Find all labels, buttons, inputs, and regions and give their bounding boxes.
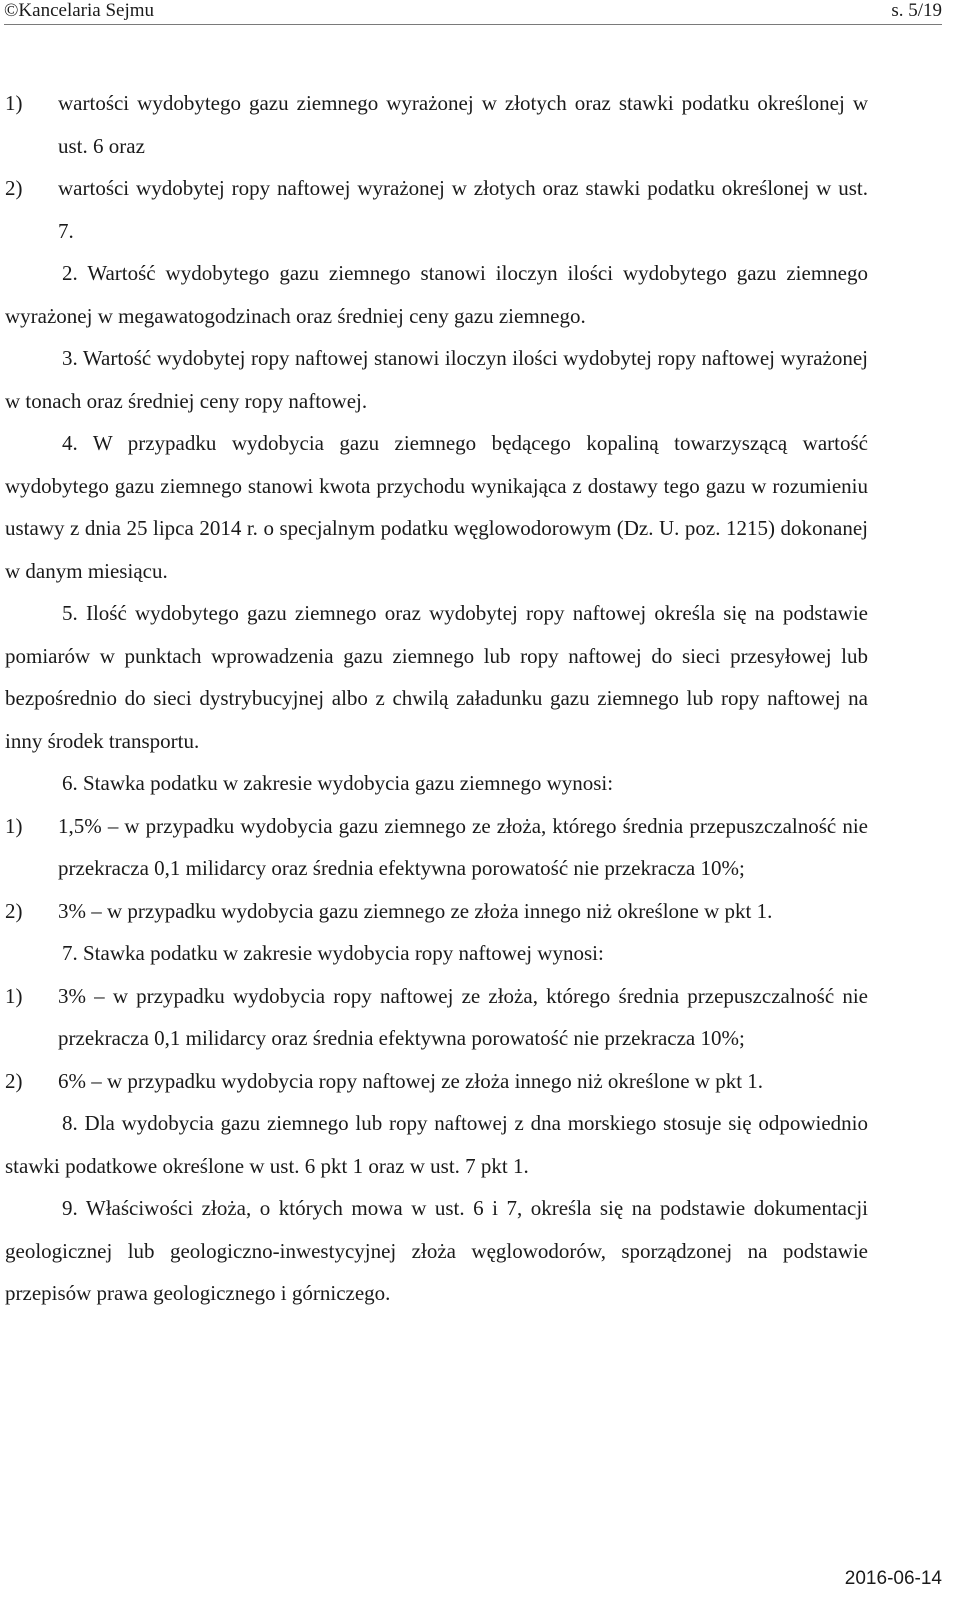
paragraph-ust-9: 9. Właściwości złoża, o których mowa w ust. 6 i 7, określa się na podstawie dokumentacji geologicznej lub geologiczno-inwestycyjnej złoża węglowodorów, sporządzonej na podstawie przepisów prawa geologicznego i górniczego. [5, 1196, 868, 1305]
paragraph-ust-3: 3. Wartość wydobytej ropy naftowej stanowi iloczyn ilości wydobytej ropy naftowej wyrażonej w tonach oraz średniej ceny ropy naftowej. [5, 346, 868, 413]
list-item-number: 1) [5, 983, 23, 1008]
list-item-number: 2) [5, 898, 23, 923]
list-item-number: 1) [5, 813, 23, 838]
list-item-text: 6% – w przypadku wydobycia ropy naftowej ze złoża innego niż określone w pkt 1. [58, 1068, 764, 1093]
document-body [5, 82, 868, 1315]
list-item-text: 1,5% – w przypadku wydobycia gazu ziemnego ze złoża, którego średnia przepuszczalność nie przekracza 0,1 milidarcy oraz średnia efektywna porowatość nie przekracza 10%; [58, 813, 868, 880]
page-number: s. 5/19 [891, 0, 942, 21]
list-item [5, 975, 868, 1060]
list-item-text: wartości wydobytego gazu ziemnego wyrażonej w złotych oraz stawki podatku określonej w ust. 6 oraz [58, 91, 868, 158]
paragraph-ust-4: 4. W przypadku wydobycia gazu ziemnego będącego kopaliną towarzyszącą wartość wydobytego gazu ziemnego stanowi kwota przychodu wynikająca z dostawy tego gazu w rozumieniu ustawy z dnia 25 lipca 2014 r. o specjalnym podatku węglowodorowym (Dz. U. poz. 1215) dokonanej w danym miesiącu. [5, 431, 868, 583]
list-item [5, 82, 868, 167]
list-item-number: 2) [5, 1068, 23, 1093]
list-item-number: 1) [5, 91, 23, 115]
page-header [0, 0, 960, 26]
copyright-label: ©Kancelaria Sejmu [4, 0, 155, 21]
list-item-number: 2) [5, 176, 23, 200]
list-item-text: wartości wydobytej ropy naftowej wyrażonej w złotych oraz stawki podatku określonej w ust. 7. [58, 176, 868, 243]
paragraph-ust-5: 5. Ilość wydobytego gazu ziemnego oraz wydobytej ropy naftowej określa się na podstawie pomiarów w punktach wprowadzenia gazu ziemnego lub ropy naftowej do sieci przesyłowej lub bezpośrednio do sieci dystrybucyjnej albo z chwilą załadunku gazu ziemnego lub ropy naftowej na inny środek transportu. [5, 601, 868, 753]
header-divider [4, 24, 942, 25]
list-item [5, 1060, 868, 1103]
list-item-text: 3% – w przypadku wydobycia gazu ziemnego ze złoża innego niż określone w pkt 1. [58, 898, 773, 923]
footer-date: 2016-06-14 [844, 1568, 942, 1589]
list-item-text: 3% – w przypadku wydobycia ropy naftowej ze złoża, którego średnia przepuszczalność nie przekracza 0,1 milidarcy oraz średnia efektywna porowatość nie przekracza 10%; [58, 983, 868, 1050]
list-item [5, 890, 868, 933]
list-item [5, 805, 868, 890]
list-item [5, 167, 868, 252]
paragraph-ust-8: 8. Dla wydobycia gazu ziemnego lub ropy naftowej z dna morskiego stosuje się odpowiednio stawki podatkowe określone w ust. 6 pkt 1 oraz w ust. 7 pkt 1. [5, 1111, 868, 1178]
paragraph-ust-6: 6. Stawka podatku w zakresie wydobycia gazu ziemnego wynosi: [62, 771, 614, 795]
paragraph-ust-7: 7. Stawka podatku w zakresie wydobycia ropy naftowej wynosi: [62, 941, 604, 965]
paragraph-ust-2: 2. Wartość wydobytego gazu ziemnego stanowi iloczyn ilości wydobytego gazu ziemnego wyrażonej w megawatogodzinach oraz średniej ceny gazu ziemnego. [5, 261, 868, 328]
